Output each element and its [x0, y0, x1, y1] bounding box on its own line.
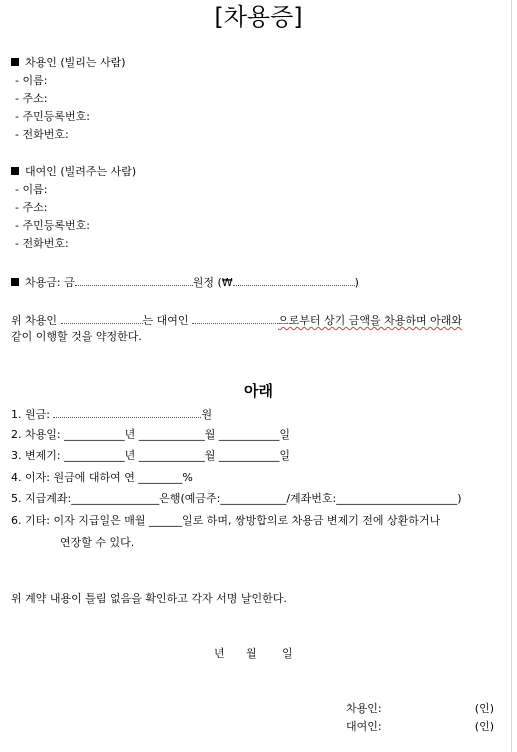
- borrow-date-term: 2. 차용일: ___________년 ____________월 ___________일: [11, 428, 290, 441]
- page-edge: [511, 0, 512, 752]
- loan-amount-label: 차용금: 금: [25, 276, 75, 289]
- borrower-section-heading: [11, 56, 126, 70]
- lender-section-heading: [11, 165, 136, 179]
- repay-date-term: 3. 변제기: ___________년 ____________월 ___________일: [11, 449, 290, 462]
- principal-blank: [53, 406, 201, 418]
- borrower-name-blank: [61, 312, 143, 324]
- agreement-text-3: 으로부터 상기 금액을 차용하며 아래와: [278, 314, 463, 327]
- amount-number-blank: [233, 274, 355, 286]
- square-bullet-icon: [11, 278, 19, 286]
- account-term: 5. 지급계좌:________________은행(예금주:____________/계좌번호:______________________): [11, 492, 462, 505]
- borrower-name-field: - 이름:: [15, 74, 48, 87]
- other-term-line-1: 6. 기타: 이자 지급일은 매월 ______일로 하며, 쌍방합의로 차용금 변제기 전에 상환하거나: [11, 514, 441, 527]
- loan-amount-line: [11, 274, 359, 290]
- section-heading: 아래: [244, 382, 273, 400]
- amount-blank: [75, 274, 193, 286]
- agreement-text-1: 위 차용인: [11, 314, 58, 327]
- principal-label: 1. 원금:: [11, 408, 50, 421]
- principal-term: [11, 406, 212, 422]
- lender-phone-field: - 전화번호:: [15, 237, 69, 250]
- lender-id-field: - 주민등록번호:: [15, 219, 90, 232]
- document-title: [차용증]: [214, 3, 303, 31]
- other-term-line-2: 연장할 수 있다.: [60, 536, 135, 549]
- agreement-line-1: [11, 312, 462, 328]
- confirmation-text: 위 계약 내용이 틀림 없음을 확인하고 각자 서명 날인한다.: [11, 592, 287, 605]
- lender-name-field: - 이름:: [15, 183, 48, 196]
- agreement-text-2: 는 대여인: [142, 314, 189, 327]
- signature-lender-label: 대여인:: [346, 720, 382, 733]
- date-day: 일: [282, 647, 293, 660]
- agreement-line-2: 같이 이행할 것을 약정한다.: [11, 330, 142, 343]
- lender-name-blank: [192, 312, 278, 324]
- square-bullet-icon: [11, 58, 19, 66]
- date-month: 월: [246, 647, 257, 660]
- borrower-phone-field: - 전화번호:: [15, 128, 69, 141]
- signature-borrower-seal: (인): [474, 702, 494, 715]
- lender-address-field: - 주소:: [15, 201, 48, 214]
- principal-unit: 원: [201, 408, 213, 421]
- borrower-address-field: - 주소:: [15, 92, 48, 105]
- borrower-heading-text: 차용인 (빌리는 사람): [25, 56, 126, 69]
- signature-borrower-label: 차용인:: [346, 702, 382, 715]
- borrower-id-field: - 주민등록번호:: [15, 110, 90, 123]
- amount-close-paren: ): [354, 276, 359, 289]
- interest-term: 4. 이자: 원금에 대하여 연 ________%: [11, 471, 193, 484]
- lender-heading-text: 대여인 (빌려주는 사람): [25, 165, 137, 178]
- signature-lender-seal: (인): [474, 720, 494, 733]
- square-bullet-icon: [11, 167, 19, 175]
- date-year: 년: [214, 647, 225, 660]
- won-label: 원정 (₩: [192, 276, 233, 289]
